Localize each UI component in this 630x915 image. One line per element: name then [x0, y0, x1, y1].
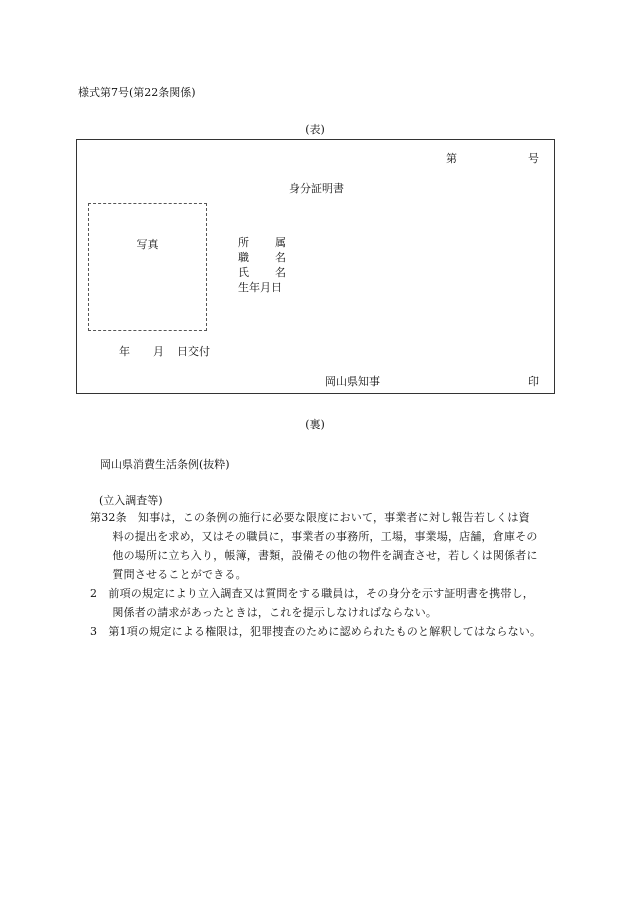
field-name-char1: 氏	[238, 266, 249, 279]
paragraph-line: 料の提出を求め，又はその職員に，事業者の事務所，工場，事業場，店舗，倉庫その	[90, 530, 538, 543]
paragraph-line: 質問させることができる。	[90, 568, 247, 581]
field-name	[238, 265, 286, 280]
field-position	[238, 250, 286, 265]
seal-mark: 印	[528, 375, 539, 388]
back-side-label: (裏)	[305, 418, 325, 431]
field-affiliation-char1: 所	[238, 236, 249, 249]
id-card-front	[76, 139, 555, 394]
paragraph-line: 第32条 知事は，この条例の施行に必要な限度において，事業者に対し報告若しくは資	[90, 511, 530, 524]
issue-month-label: 月	[153, 345, 164, 358]
article-paragraph-1	[90, 508, 550, 584]
article-caption: (立入調査等)	[99, 494, 163, 507]
card-number-suffix: 号	[528, 152, 539, 165]
field-position-char2: 名	[275, 251, 286, 264]
issuer-name: 岡山県知事	[325, 375, 380, 388]
paragraph-line: 他の場所に立ち入り，帳簿，書類，設備その他の物件を調査させ，若しくは関係者に	[90, 549, 538, 562]
photo-area	[88, 203, 207, 331]
field-position-char1: 職	[238, 251, 249, 264]
article-paragraph-2	[90, 584, 550, 622]
issue-year-label: 年	[119, 345, 130, 358]
field-affiliation-char2: 属	[275, 236, 286, 249]
form-number: 様式第7号(第22条関係)	[78, 86, 196, 99]
paragraph-line: 3 第1項の規定による権限は，犯罪捜査のために認められたものと解釈してはならない。	[90, 625, 542, 638]
article-paragraph-3	[90, 622, 550, 641]
law-title: 岡山県消費生活条例(抜粋)	[100, 458, 230, 471]
paragraph-line: 関係者の請求があったときは，これを提示しなければならない。	[90, 606, 438, 619]
field-affiliation	[238, 235, 286, 250]
front-side-label: (表)	[305, 123, 325, 136]
issue-day-label: 日交付	[177, 345, 210, 358]
card-title: 身分証明書	[289, 182, 344, 195]
card-number-prefix: 第	[446, 152, 457, 165]
field-name-char2: 名	[275, 266, 286, 279]
paragraph-line: 2 前項の規定により立入調査又は質問をする職員は，その身分を示す証明書を携帯し，	[90, 587, 534, 600]
field-birthdate-label: 生年月日	[238, 281, 282, 294]
field-birthdate	[238, 280, 286, 295]
photo-label: 写真	[136, 238, 159, 251]
